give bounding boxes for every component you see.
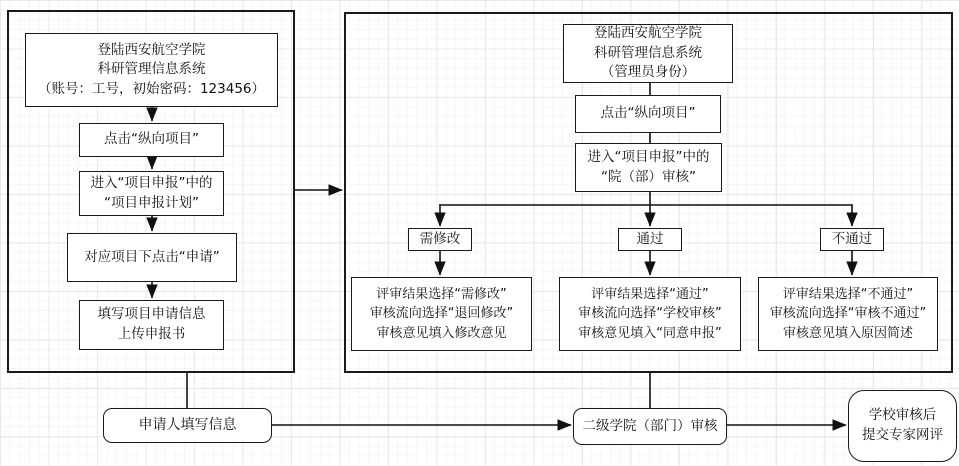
node-login-admin: 登陆西安航空学院 科研管理信息系统 （管理员身份） xyxy=(563,24,733,83)
node-click-apply: 对应项目下点击“申请” xyxy=(67,233,237,282)
node-college-review: 二级学院（部门）审核 xyxy=(573,408,727,445)
node-school-review: 学校审核后 提交专家网评 xyxy=(848,390,957,462)
label-need-modify: 需修改 xyxy=(408,228,472,251)
node-detail-need-modify: 评审结果选择“需修改” 审核流向选择“退回修改” 审核意见填入修改意见 xyxy=(351,277,532,351)
label-fail: 不通过 xyxy=(820,228,884,251)
node-applicant-fill: 申请人填写信息 xyxy=(103,408,272,443)
node-enter-declaration-plan: 进入“项目申报”中的 “项目申报计划” xyxy=(79,171,224,216)
node-login-applicant: 登陆西安航空学院 科研管理信息系统 （账号：工号，初始密码：123456） xyxy=(25,33,278,107)
node-detail-fail: 评审结果选择“不通过” 审核流向选择“审核不通过” 审核意见填入原因简述 xyxy=(758,277,938,351)
node-detail-pass: 评审结果选择“通过” 审核流向选择“学校审核” 审核意见填入“同意申报” xyxy=(559,277,741,351)
label-pass: 通过 xyxy=(618,228,682,251)
node-enter-department-review: 进入“项目申报”中的 “院（部）审核” xyxy=(575,143,722,192)
node-fill-info-upload: 填写项目申请信息 上传申报书 xyxy=(79,300,224,350)
node-click-vertical-project-left: 点击“纵向项目” xyxy=(79,123,224,157)
node-click-vertical-project-right: 点击“纵向项目” xyxy=(575,95,721,133)
